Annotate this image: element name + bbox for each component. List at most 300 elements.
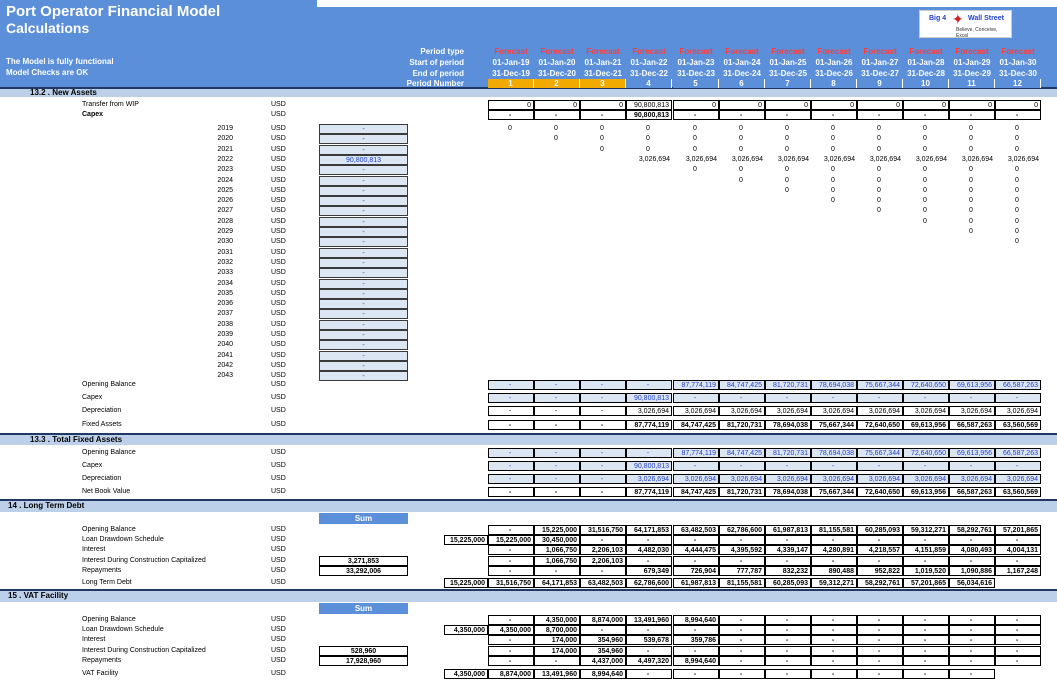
unit-label: USD [271, 320, 286, 328]
value-cell: - [765, 646, 811, 656]
vintage-depreciation-cell: 0 [969, 145, 973, 153]
vintage-capex-input: - [319, 289, 408, 299]
value-cell: - [488, 448, 534, 458]
unit-label: USD [271, 636, 286, 643]
value-cell: - [719, 535, 765, 545]
section-long-term-debt: 14 . Long Term Debt [0, 499, 1057, 512]
unit-label: USD [271, 101, 286, 108]
value-cell: - [903, 635, 949, 645]
value-cell: - [626, 669, 672, 679]
company-logo [919, 10, 1012, 38]
period-number-cell: 12 [995, 79, 1041, 88]
row-label: Opening Balance [82, 449, 136, 456]
unit-label: USD [271, 238, 286, 246]
page-title: Port Operator Financial Model [6, 3, 221, 20]
value-cell: - [534, 474, 580, 484]
value-cell: - [488, 656, 534, 666]
vintage-depreciation-cell: 0 [969, 125, 973, 132]
period-start-cell: 01-Jan-21 [584, 58, 622, 67]
value-cell: 69,613,956 [903, 420, 949, 430]
vintage-year: 2031 [217, 248, 233, 256]
value-cell: 359,786 [673, 635, 719, 645]
value-cell: - [765, 669, 811, 679]
vintage-depreciation-cell: 0 [969, 207, 973, 215]
value-cell: - [534, 420, 580, 430]
value-cell: - [765, 656, 811, 666]
value-cell: 952,822 [857, 566, 903, 576]
vintage-depreciation-cell: 0 [1015, 228, 1019, 235]
vintage-capex-input: - [319, 299, 408, 309]
value-cell: - [719, 615, 765, 625]
value-cell: - [673, 393, 719, 403]
value-cell: - [811, 556, 857, 566]
value-cell: 354,960 [580, 635, 626, 645]
period-start-cell: 01-Jan-23 [677, 58, 715, 67]
value-cell: 0 [857, 100, 903, 110]
period-type-cell: Forecast [586, 47, 620, 56]
vintage-depreciation-cell: 0 [1015, 125, 1019, 132]
value-cell: - [719, 110, 765, 120]
vintage-capex-input: - [319, 361, 408, 371]
period-end-cell: 31-Dec-22 [630, 69, 668, 78]
vintage-depreciation-cell: 0 [1015, 186, 1019, 194]
value-cell: - [903, 461, 949, 471]
value-cell: - [995, 110, 1041, 120]
vintage-depreciation-cell: 3,026,694 [731, 155, 763, 163]
period-end-cell: 31-Dec-19 [492, 69, 530, 78]
value-cell: - [626, 448, 672, 458]
vintage-year: 2043 [217, 372, 233, 380]
value-cell: 78,694,038 [765, 420, 811, 430]
vintage-depreciation-cell: 0 [600, 145, 604, 153]
vintage-depreciation-cell: 0 [923, 217, 927, 225]
vintage-year: 2024 [217, 176, 233, 184]
value-cell: 679,349 [626, 566, 672, 576]
value-cell: - [765, 625, 811, 635]
vintage-depreciation-cell: 0 [877, 197, 881, 205]
value-cell: - [903, 646, 949, 656]
value-cell: - [765, 535, 811, 545]
value-cell: - [903, 110, 949, 120]
period-end-cell: 31-Dec-21 [584, 69, 622, 78]
period-number-cell: 2 [534, 79, 580, 88]
pre-period-cell: 4,350,000 [444, 669, 488, 679]
unit-label: USD [271, 626, 286, 633]
value-cell: 72,640,650 [857, 487, 903, 497]
vintage-capex-input: 90,800,813 [319, 155, 408, 165]
value-cell: - [811, 110, 857, 120]
vintage-depreciation-cell: 0 [969, 217, 973, 225]
value-cell: 4,482,030 [626, 545, 672, 555]
vintage-depreciation-cell: 0 [877, 176, 881, 184]
vintage-depreciation-cell: 0 [739, 135, 743, 143]
vintage-depreciation-cell: 0 [877, 145, 881, 153]
value-cell: 0 [811, 100, 857, 110]
value-cell: 81,155,581 [719, 578, 765, 588]
value-cell: 3,026,694 [626, 474, 672, 484]
value-cell: 539,678 [626, 635, 672, 645]
value-cell: 3,026,694 [765, 474, 811, 484]
value-cell: 890,488 [811, 566, 857, 576]
vintage-depreciation-cell: 3,026,694 [685, 155, 717, 163]
row-label: Net Book Value [82, 488, 131, 495]
value-cell: 81,720,731 [719, 487, 765, 497]
vintage-depreciation-cell: 0 [923, 186, 927, 194]
value-cell: - [995, 535, 1041, 545]
vintage-capex-input: - [319, 268, 408, 278]
row-label: Long Term Debt [82, 579, 132, 586]
value-cell: 63,482,503 [673, 525, 719, 535]
value-cell: 3,026,694 [765, 406, 811, 416]
unit-label: USD [271, 381, 286, 388]
value-cell: 1,066,750 [534, 545, 580, 555]
value-cell: - [949, 615, 995, 625]
value-cell: 31,516,750 [580, 525, 626, 535]
value-cell: - [673, 461, 719, 471]
value-cell: - [949, 535, 995, 545]
vintage-depreciation-cell: 0 [508, 125, 512, 132]
eagle-icon: ✦ [952, 11, 964, 27]
value-cell: - [580, 625, 626, 635]
pre-period-cell: 4,350,000 [444, 625, 488, 635]
vintage-depreciation-cell: 0 [877, 186, 881, 194]
value-cell: 81,720,731 [719, 420, 765, 430]
vintage-depreciation-cell: 0 [969, 186, 973, 194]
vintage-depreciation-cell: 0 [646, 135, 650, 143]
vintage-depreciation-cell: 0 [1015, 207, 1019, 215]
value-cell: 4,497,320 [626, 656, 672, 666]
period-start-cell: 01-Jan-19 [492, 58, 530, 67]
value-cell: - [765, 635, 811, 645]
value-cell: 3,026,694 [719, 474, 765, 484]
value-cell: - [811, 635, 857, 645]
value-cell: 57,201,865 [903, 578, 949, 588]
vintage-capex-input: - [319, 176, 408, 186]
vintage-depreciation-cell: 0 [969, 176, 973, 184]
unit-label: USD [271, 670, 286, 677]
value-cell: 777,787 [719, 566, 765, 576]
value-cell: 3,026,694 [949, 474, 995, 484]
vintage-capex-input: - [319, 227, 408, 237]
vintage-capex-input: - [319, 330, 408, 340]
value-cell: - [903, 535, 949, 545]
value-cell: 58,292,761 [857, 578, 903, 588]
vintage-depreciation-cell: 0 [785, 125, 789, 132]
value-cell: 3,026,694 [903, 406, 949, 416]
vintage-depreciation-cell: 0 [739, 176, 743, 184]
logo-text-1: Big 4 [929, 15, 947, 22]
value-cell: 174,000 [534, 635, 580, 645]
value-cell: - [995, 461, 1041, 471]
value-cell: - [949, 110, 995, 120]
value-cell: 3,026,694 [903, 474, 949, 484]
vintage-capex-input: - [319, 206, 408, 216]
vintage-depreciation-cell: 0 [1015, 176, 1019, 184]
row-label: Loan Drawdown Schedule [82, 626, 164, 633]
vintage-year: 2032 [217, 258, 233, 266]
period-number-cell: 7 [765, 79, 811, 88]
unit-label: USD [271, 155, 286, 163]
value-cell: - [534, 406, 580, 416]
vintage-year: 2029 [217, 228, 233, 235]
vintage-depreciation-cell: 0 [739, 166, 743, 174]
unit-label: USD [271, 166, 286, 174]
value-cell: 81,720,731 [765, 380, 811, 390]
value-cell: 8,700,000 [534, 625, 580, 635]
value-cell: - [949, 393, 995, 403]
vintage-year: 2040 [217, 341, 233, 349]
value-cell: - [488, 380, 534, 390]
value-cell: 4,280,891 [811, 545, 857, 555]
value-cell: 90,800,813 [626, 461, 672, 471]
unit-label: USD [271, 657, 286, 664]
value-cell: - [580, 110, 626, 120]
value-cell: 4,437,000 [580, 656, 626, 666]
value-cell: 4,395,592 [719, 545, 765, 555]
vintage-depreciation-cell: 0 [923, 207, 927, 215]
value-cell: - [949, 669, 995, 679]
period-number-cell: 4 [626, 79, 672, 88]
unit-label: USD [271, 207, 286, 215]
unit-label: USD [271, 341, 286, 349]
vintage-capex-input: - [319, 279, 408, 289]
value-cell: - [995, 635, 1041, 645]
value-cell: - [673, 110, 719, 120]
vintage-depreciation-cell: 0 [646, 145, 650, 153]
unit-label: USD [271, 616, 286, 623]
vintage-depreciation-cell: 3,026,694 [1007, 155, 1039, 163]
value-cell: - [765, 110, 811, 120]
value-cell: 1,167,248 [995, 566, 1041, 576]
value-cell: - [903, 656, 949, 666]
value-cell: - [580, 474, 626, 484]
value-cell: 15,225,000 [534, 525, 580, 535]
period-start-cell: 01-Jan-28 [907, 58, 945, 67]
section-total-fixed-assets: 13.3 . Total Fixed Assets [0, 433, 1057, 445]
value-cell: 56,034,616 [949, 578, 995, 588]
vintage-depreciation-cell: 0 [831, 197, 835, 205]
vintage-depreciation-cell: 0 [877, 125, 881, 132]
period-number-cell: 9 [857, 79, 903, 88]
value-cell: - [765, 393, 811, 403]
vintage-year: 2033 [217, 269, 233, 277]
period-number-cell: 5 [673, 79, 719, 88]
row-label: Opening Balance [82, 526, 136, 533]
value-cell: - [811, 393, 857, 403]
vintage-capex-input: - [319, 134, 408, 144]
value-cell: - [811, 615, 857, 625]
value-cell: - [534, 448, 580, 458]
value-cell: - [534, 656, 580, 666]
vintage-depreciation-cell: 0 [969, 228, 973, 235]
value-cell: 3,026,694 [995, 474, 1041, 484]
vintage-depreciation-cell: 0 [785, 186, 789, 194]
unit-label: USD [271, 394, 286, 401]
vintage-year: 2019 [217, 125, 233, 132]
header-top-strip [317, 0, 1057, 7]
value-cell: 13,491,960 [626, 615, 672, 625]
value-cell: 64,171,853 [626, 525, 672, 535]
value-cell: - [811, 535, 857, 545]
value-cell: - [949, 461, 995, 471]
value-cell: - [857, 110, 903, 120]
value-cell: 0 [488, 100, 534, 110]
sum-cell: 17,928,960 [319, 656, 408, 666]
vintage-depreciation-cell: 0 [831, 125, 835, 132]
unit-label: USD [271, 361, 286, 369]
value-cell: 62,786,600 [626, 578, 672, 588]
value-cell: 64,171,853 [534, 578, 580, 588]
vintage-capex-input: - [319, 217, 408, 227]
value-cell: - [765, 556, 811, 566]
value-cell: - [626, 625, 672, 635]
vintage-depreciation-cell: 0 [693, 135, 697, 143]
value-cell: 8,994,640 [673, 615, 719, 625]
value-cell: - [857, 615, 903, 625]
period-number-cell: 8 [811, 79, 857, 88]
value-cell: 63,482,503 [580, 578, 626, 588]
vintage-depreciation-cell: 0 [693, 145, 697, 153]
value-cell: - [995, 625, 1041, 635]
value-cell: - [580, 420, 626, 430]
value-cell: - [673, 556, 719, 566]
value-cell: - [488, 635, 534, 645]
value-cell: 832,232 [765, 566, 811, 576]
vintage-depreciation-cell: 0 [923, 135, 927, 143]
vintage-depreciation-cell: 0 [923, 176, 927, 184]
row-label: Fixed Assets [82, 421, 122, 428]
vintage-year: 2035 [217, 289, 233, 297]
value-cell: 726,904 [673, 566, 719, 576]
value-cell: 87,774,119 [673, 380, 719, 390]
row-label: Depreciation [82, 407, 122, 414]
value-cell: - [903, 669, 949, 679]
vintage-depreciation-cell: 3,026,694 [915, 155, 947, 163]
value-cell: - [534, 487, 580, 497]
vintage-capex-input: - [319, 258, 408, 268]
period-type-cell: Forecast [725, 47, 759, 56]
unit-label: USD [271, 579, 286, 586]
period-label: Start of period [409, 58, 464, 67]
unit-label: USD [271, 289, 286, 297]
period-start-cell: 01-Jan-27 [861, 58, 899, 67]
value-cell: 3,026,694 [811, 406, 857, 416]
period-type-cell: Forecast [817, 47, 851, 56]
period-end-cell: 31-Dec-30 [999, 69, 1037, 78]
unit-label: USD [271, 331, 286, 338]
unit-label: USD [271, 279, 286, 287]
vintage-depreciation-cell: 3,026,694 [961, 155, 993, 163]
value-cell: - [488, 487, 534, 497]
vintage-capex-input: - [319, 165, 408, 175]
value-cell: 3,026,694 [949, 406, 995, 416]
period-label: End of period [412, 69, 464, 78]
value-cell: - [488, 615, 534, 625]
unit-label: USD [271, 125, 286, 132]
row-label: VAT Facility [82, 670, 119, 677]
value-cell: - [488, 406, 534, 416]
vintage-year: 2028 [217, 217, 233, 225]
period-start-cell: 01-Jan-22 [630, 58, 668, 67]
value-cell: 1,090,886 [949, 566, 995, 576]
value-cell: 78,694,038 [811, 448, 857, 458]
period-type-cell: Forecast [771, 47, 805, 56]
value-cell: - [857, 646, 903, 656]
value-cell: 66,587,263 [995, 448, 1041, 458]
vintage-capex-input: - [319, 309, 408, 319]
unit-label: USD [271, 462, 286, 469]
vintage-depreciation-cell: 0 [831, 166, 835, 174]
value-cell: 72,640,650 [903, 448, 949, 458]
unit-label: USD [271, 269, 286, 277]
value-cell: 87,774,119 [626, 420, 672, 430]
vintage-depreciation-cell: 0 [923, 125, 927, 132]
value-cell: 84,747,425 [719, 448, 765, 458]
value-cell: - [811, 669, 857, 679]
pre-period-cell: 15,225,000 [444, 535, 488, 545]
value-cell: - [719, 669, 765, 679]
value-cell: - [626, 556, 672, 566]
row-label: Opening Balance [82, 381, 136, 388]
row-label: Transfer from WIP [82, 101, 139, 108]
value-cell: 90,800,813 [626, 110, 672, 120]
value-cell: 4,339,147 [765, 545, 811, 555]
value-cell: - [626, 380, 672, 390]
value-cell: 15,225,000 [488, 535, 534, 545]
logo-tagline: Believe, Conceive, Excel [956, 27, 998, 39]
value-cell: 2,206,103 [580, 556, 626, 566]
period-type-cell: Forecast [1001, 47, 1035, 56]
value-cell: 31,516,750 [488, 578, 534, 588]
period-end-cell: 31-Dec-24 [723, 69, 761, 78]
value-cell: - [949, 635, 995, 645]
value-cell: 61,987,813 [765, 525, 811, 535]
value-cell: 3,026,694 [626, 406, 672, 416]
vintage-year: 2034 [217, 279, 233, 287]
value-cell: - [857, 556, 903, 566]
value-cell: 87,774,119 [626, 487, 672, 497]
value-cell: - [488, 566, 534, 576]
unit-label: USD [271, 488, 286, 495]
value-cell: 84,747,425 [719, 380, 765, 390]
value-cell: 78,694,038 [765, 487, 811, 497]
unit-label: USD [271, 557, 286, 564]
value-cell: - [534, 461, 580, 471]
value-cell: 3,026,694 [673, 406, 719, 416]
value-cell: 4,004,131 [995, 545, 1041, 555]
value-cell: - [811, 646, 857, 656]
value-cell: 30,450,000 [534, 535, 580, 545]
value-cell: - [857, 625, 903, 635]
value-cell: 0 [534, 100, 580, 110]
value-cell: - [995, 556, 1041, 566]
value-cell: - [857, 535, 903, 545]
vintage-year: 2042 [217, 361, 233, 369]
unit-label: USD [271, 536, 286, 543]
value-cell: - [857, 393, 903, 403]
row-label: Opening Balance [82, 616, 136, 623]
unit-label: USD [271, 407, 286, 414]
value-cell: 69,613,956 [949, 448, 995, 458]
vintage-capex-input: - [319, 351, 408, 361]
value-cell: - [626, 535, 672, 545]
value-cell: 72,640,650 [857, 420, 903, 430]
vintage-depreciation-cell: 0 [785, 135, 789, 143]
vintage-depreciation-cell: 0 [969, 135, 973, 143]
value-cell: 75,667,344 [857, 380, 903, 390]
vintage-capex-input: - [319, 248, 408, 258]
value-cell: 60,285,093 [857, 525, 903, 535]
